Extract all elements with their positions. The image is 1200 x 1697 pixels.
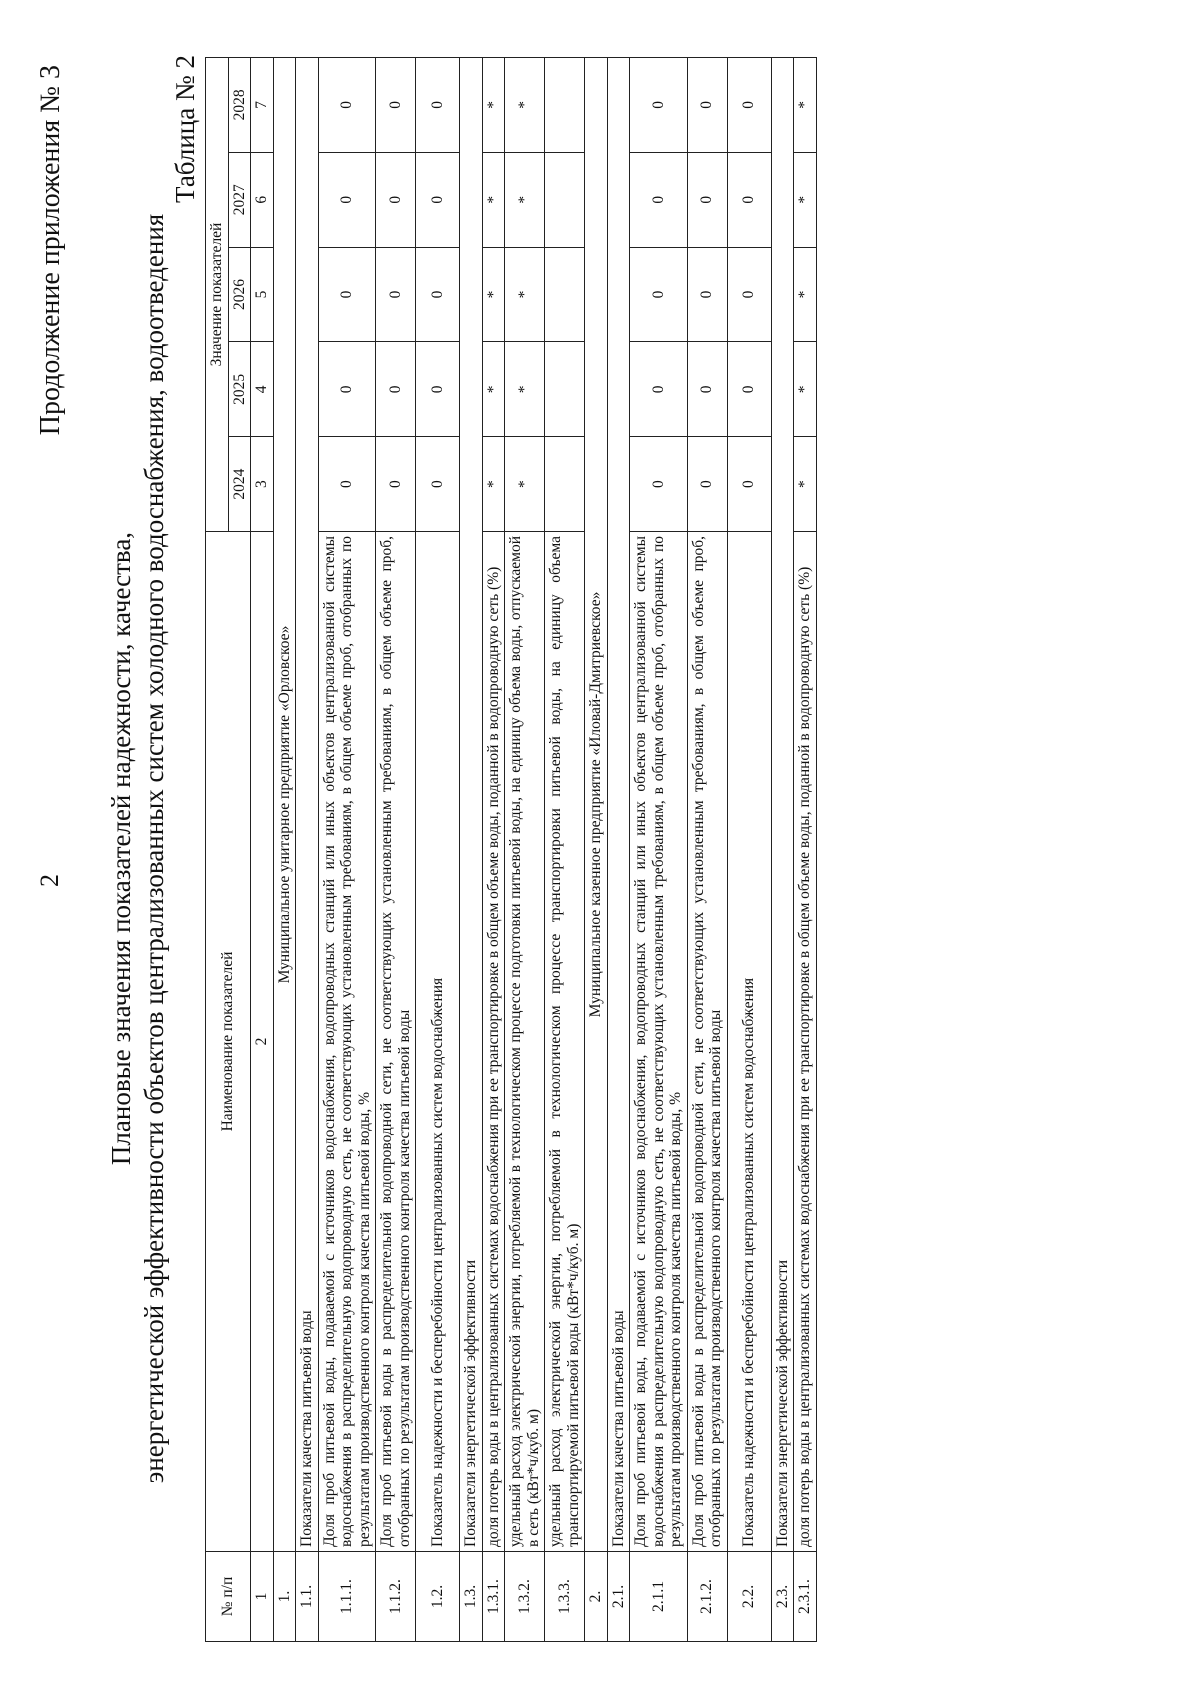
group-row xyxy=(460,58,483,1642)
row-number: 2. xyxy=(585,1552,608,1642)
value-cell: 0 xyxy=(318,437,376,532)
value-cell: * xyxy=(794,58,817,153)
row-number: 2.1. xyxy=(607,1552,630,1642)
group-row xyxy=(607,58,630,1642)
table-row xyxy=(505,58,545,1642)
indicator-name: доля потерь воды в централизованных системах водоснабжения при ее транспортировке в общем объеме воды, поданной в водопроводную сеть (%) xyxy=(482,532,505,1552)
value-cell: 0 xyxy=(416,58,460,153)
row-number: 2.1.1 xyxy=(630,1552,688,1642)
value-cell: 0 xyxy=(416,342,460,437)
value-cell: 0 xyxy=(630,152,688,247)
value-cell: 0 xyxy=(630,247,688,342)
col-index: 4 xyxy=(251,342,274,437)
table-body xyxy=(273,58,816,1642)
value-cell: 0 xyxy=(318,247,376,342)
value-cell: 0 xyxy=(318,152,376,247)
group-title: Показатель надежности и бесперебойности централизованных систем водоснабжения xyxy=(416,532,460,1552)
value-cell: 0 xyxy=(376,342,416,437)
row-number: 1.1.2. xyxy=(376,1552,416,1642)
table-row xyxy=(318,58,376,1642)
value-cell: 0 xyxy=(416,247,460,342)
table-row xyxy=(687,58,727,1642)
value-cell: 0 xyxy=(416,437,460,532)
table-row xyxy=(376,58,416,1642)
table-header xyxy=(206,58,274,1642)
col-index: 6 xyxy=(251,152,274,247)
value-cell: 0 xyxy=(376,247,416,342)
value-cell: 0 xyxy=(727,152,771,247)
value-cell: * xyxy=(505,58,545,153)
indicator-name: Доля проб питьевой воды в распределительной водопроводной сети, не соответствующих установленным требованиям, в общем объеме проб, отобранных по результатам производственного контроля качества питьевой воды xyxy=(687,532,727,1552)
value-cell: 0 xyxy=(630,437,688,532)
value-cell: * xyxy=(794,152,817,247)
value-cell: 0 xyxy=(687,58,727,153)
value-cell: * xyxy=(482,247,505,342)
indicator-name: Доля проб питьевой воды, подаваемой с источников водоснабжения, водопроводных станций или иных объектов централизованной системы водоснабжения в распределительную водопроводную сеть, не соответствующих установленным требованиям, в общем объеме проб, отобранных по результатам производственного контроля качества питьевой воды, % xyxy=(630,532,688,1552)
row-number: 1.1. xyxy=(296,1552,319,1642)
col-index: 5 xyxy=(251,247,274,342)
group-row xyxy=(727,58,771,1642)
table-label: Таблица № 2 xyxy=(170,55,200,203)
value-cell: 0 xyxy=(376,152,416,247)
value-cell: * xyxy=(794,342,817,437)
indicator-name: удельный расход электрической энергии, потребляемой в технологическом процессе транспортировки питьевой воды, на единицу объема транспортируемой питьевой воды (кВт*ч/куб. м) xyxy=(545,532,585,1552)
header-year-2025: 2025 xyxy=(228,342,251,437)
indicators-table xyxy=(205,57,817,1642)
value-cell: 0 xyxy=(687,342,727,437)
value-cell: 0 xyxy=(687,437,727,532)
value-cell: 0 xyxy=(727,58,771,153)
value-cell: 0 xyxy=(318,58,376,153)
header-values: Значение показателей xyxy=(206,58,229,532)
value-cell: 0 xyxy=(687,152,727,247)
header-year-2028: 2028 xyxy=(228,58,251,153)
table-row xyxy=(545,58,585,1642)
value-cell: 0 xyxy=(727,437,771,532)
group-row xyxy=(296,58,319,1642)
value-cell: 0 xyxy=(376,437,416,532)
indicator-name: удельный расход электрической энергии, потребляемой в технологическом процессе подготовки питьевой воды, на единицу объема воды, отпускаемой в сеть (кВт*ч/куб. м) xyxy=(505,532,545,1552)
page-header xyxy=(35,0,95,1697)
title-line-1: Плановые значения показателей надежности, качества, xyxy=(106,531,136,1166)
value-cell: * xyxy=(482,437,505,532)
value-cell xyxy=(545,437,585,532)
value-cell: * xyxy=(505,342,545,437)
row-number: 2.2. xyxy=(727,1552,771,1642)
row-number: 1.3.1. xyxy=(482,1552,505,1642)
value-cell: * xyxy=(482,152,505,247)
value-cell: * xyxy=(505,247,545,342)
value-cell: * xyxy=(505,437,545,532)
value-cell: 0 xyxy=(630,342,688,437)
value-cell: 0 xyxy=(727,342,771,437)
value-cell: 0 xyxy=(416,152,460,247)
value-cell: 0 xyxy=(318,342,376,437)
section-title: Муниципальное унитарное предприятие «Орловское» xyxy=(273,58,296,1552)
group-title: Показатели энергетической эффективности xyxy=(771,58,794,1552)
col-index: 1 xyxy=(251,1552,274,1642)
appendix-label: Продолжение приложения № 3 xyxy=(35,65,66,436)
row-number: 1.3.2. xyxy=(505,1552,545,1642)
header-year-2027: 2027 xyxy=(228,152,251,247)
section-title: Муниципальное казенное предприятие «Иловай-Дмитриевское» xyxy=(585,58,608,1552)
section-row xyxy=(585,58,608,1642)
value-cell: 0 xyxy=(727,247,771,342)
value-cell: 0 xyxy=(687,247,727,342)
value-cell: * xyxy=(482,58,505,153)
table-row xyxy=(794,58,817,1642)
row-number: 1.3.3. xyxy=(545,1552,585,1642)
value-cell: * xyxy=(505,152,545,247)
row-number: 1. xyxy=(273,1552,296,1642)
col-index: 2 xyxy=(251,532,274,1552)
value-cell: 0 xyxy=(630,58,688,153)
row-number: 2.1.2. xyxy=(687,1552,727,1642)
row-number: 2.3.1. xyxy=(794,1552,817,1642)
header-name: Наименование показателей xyxy=(206,532,251,1552)
row-number: 1.3. xyxy=(460,1552,483,1642)
document-title xyxy=(105,0,171,1697)
row-number: 1.1.1. xyxy=(318,1552,376,1642)
header-num: № п/п xyxy=(206,1552,251,1642)
col-index: 7 xyxy=(251,58,274,153)
group-row xyxy=(771,58,794,1642)
value-cell xyxy=(545,58,585,153)
table-row xyxy=(482,58,505,1642)
value-cell: * xyxy=(794,437,817,532)
value-cell xyxy=(545,152,585,247)
indicator-name: Доля проб питьевой воды в распределительной водопроводной сети, не соответствующих установленным требованиям, в общем объеме проб, отобранных по результатам производственного контроля качества питьевой воды xyxy=(376,532,416,1552)
value-cell: * xyxy=(794,247,817,342)
row-number: 1.2. xyxy=(416,1552,460,1642)
table-row xyxy=(630,58,688,1642)
value-cell xyxy=(545,247,585,342)
indicator-name: доля потерь воды в централизованных системах водоснабжения при ее транспортировке в общем объеме воды, поданной в водопроводную сеть (%) xyxy=(794,532,817,1552)
col-index: 3 xyxy=(251,437,274,532)
value-cell xyxy=(545,342,585,437)
value-cell: * xyxy=(482,342,505,437)
page-number: 2 xyxy=(35,874,64,887)
group-title: Показатели энергетической эффективности xyxy=(460,58,483,1552)
section-row xyxy=(273,58,296,1642)
group-row xyxy=(416,58,460,1642)
title-line-2: энергетической эффективности объектов централизованных систем холодного водоснабжения, водоотведения xyxy=(139,213,169,1484)
column-index-row xyxy=(251,58,274,1642)
value-cell: 0 xyxy=(376,58,416,153)
header-year-2026: 2026 xyxy=(228,247,251,342)
header-year-2024: 2024 xyxy=(228,437,251,532)
group-title: Показатели качества питьевой воды xyxy=(296,58,319,1552)
group-title: Показатель надежности и бесперебойности централизованных систем водоснабжения xyxy=(727,532,771,1552)
row-number: 2.3. xyxy=(771,1552,794,1642)
group-title: Показатели качества питьевой воды xyxy=(607,58,630,1552)
indicator-name: Доля проб питьевой воды, подаваемой с источников водоснабжения, водопроводных станций или иных объектов централизованной системы водоснабжения в распределительную водопроводную сеть, не соответствующих установленным требованиям, в общем объеме проб, отобранных по результатам производственного контроля качества питьевой воды, % xyxy=(318,532,376,1552)
